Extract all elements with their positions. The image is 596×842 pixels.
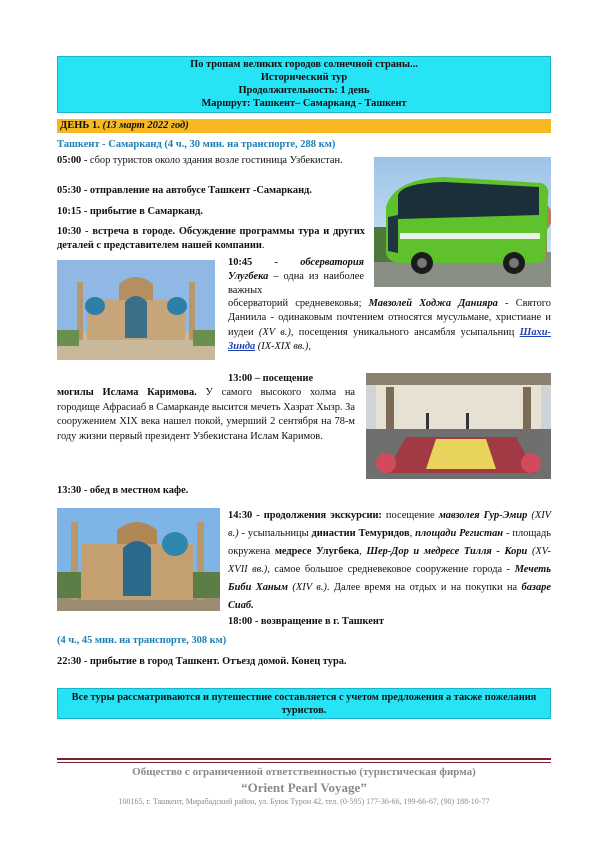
item-1430: 14:30 - продолжения экскурсии: посещение мавзолея Гур-Эмир (XIV в.) - усыпальницы династии Темуридов, площади Регистан - площадь окружена медресе Улугбека, Шер-Дор и медресе Тилля - Кори (XV-XVII вв.), самое большое средневековое сооружение города - Мечеть Биби Ханым (XIV в.). Далее время на отдых и на покупки на базаре Сиаб. [228,510,552,611]
tour-route: Маршрут: Ташкент– Самарканд - Ташкент [201,98,407,109]
memorial-photo [366,373,551,479]
item-1045: обсерваторий средневековья; Мавзолей Ходжа Данияра - Святого Даниила - одинаковым почтением относятся мусульмане, христиане и иудеи (XV в.), посещения уникального ансамбля усыпальниц Шахи-Зинда (IX-XIX вв.), [228,298,551,352]
return-route: (4 ч., 45 мин. на транспорте, 308 км) [57,635,227,646]
tour-title: По тропам великих городов солнечной страны... [190,59,418,70]
item-2230: 22:30 - прибытие в город Ташкент. Отъезд домой. Конец тура. [57,656,347,667]
day-date: (13 март 2022 год) [102,120,189,131]
company-name: Общество с ограниченной ответственностью (туристическая фирма) [132,766,476,778]
footer-rule [57,758,551,760]
tour-header [57,56,551,113]
item-1300: могилы Ислама Каримова. У самого высокого холма на городище Афрасиаб в Самарканде высится мечеть Хазрат Хызр. За сооружением XIX века нашел покой, умерший 2 сентября на 78-м году жизни первый президент Узбекистана Ислам Каримов. [57,387,355,442]
item-1330: 13:30 - обед в местном кафе. [57,485,189,496]
item-1045-top: 10:45 - обсерватория Улугбека – одна из наиболее важных [228,257,364,296]
gur-emir-photo [57,508,220,611]
company-address: 100165, г. Ташкент, Мирабадский район, ул. Буюк Турон 42, тел. (0-595) 177-36-66, 199-66-67, (90) 188-10-77 [118,797,490,806]
item-0500: 05:00 - сбор туристов около здания возле гостиница Узбекистан. [57,155,343,166]
item-1030: 10:30 - встреча в городе. Обсуждение программы тура и других деталей с представителем нашей компании. [57,226,365,251]
bus-photo [374,157,551,287]
day-heading [57,119,551,133]
registan-photo [57,260,215,360]
day-label: ДЕНЬ 1. [60,120,103,131]
item-1300-time: 13:00 – посещение [228,373,314,384]
company-brand: “Orient Pearl Voyage” [241,780,367,795]
route-info: Ташкент - Самарканд (4 ч., 30 мин. на транспорте, 288 км) [57,139,336,150]
item-0530: 05:30 - отправление на автобусе Ташкент -Самарканд. [57,185,312,196]
shahi-zinda-link[interactable]: Шахи-Зинда [228,326,551,352]
item-1800: 18:00 - возвращение в г. Ташкент [228,616,384,627]
footer-rule-thin [57,762,551,763]
item-1015: 10:15 - прибытие в Самарканд. [57,206,204,217]
tour-note: Все туры рассматриваются и путешествие составляется с учетом предложения а также пожелания туристов. [57,688,551,719]
tour-duration: Продолжительность: 1 день [238,85,370,96]
tour-type: Исторический тур [260,72,348,83]
